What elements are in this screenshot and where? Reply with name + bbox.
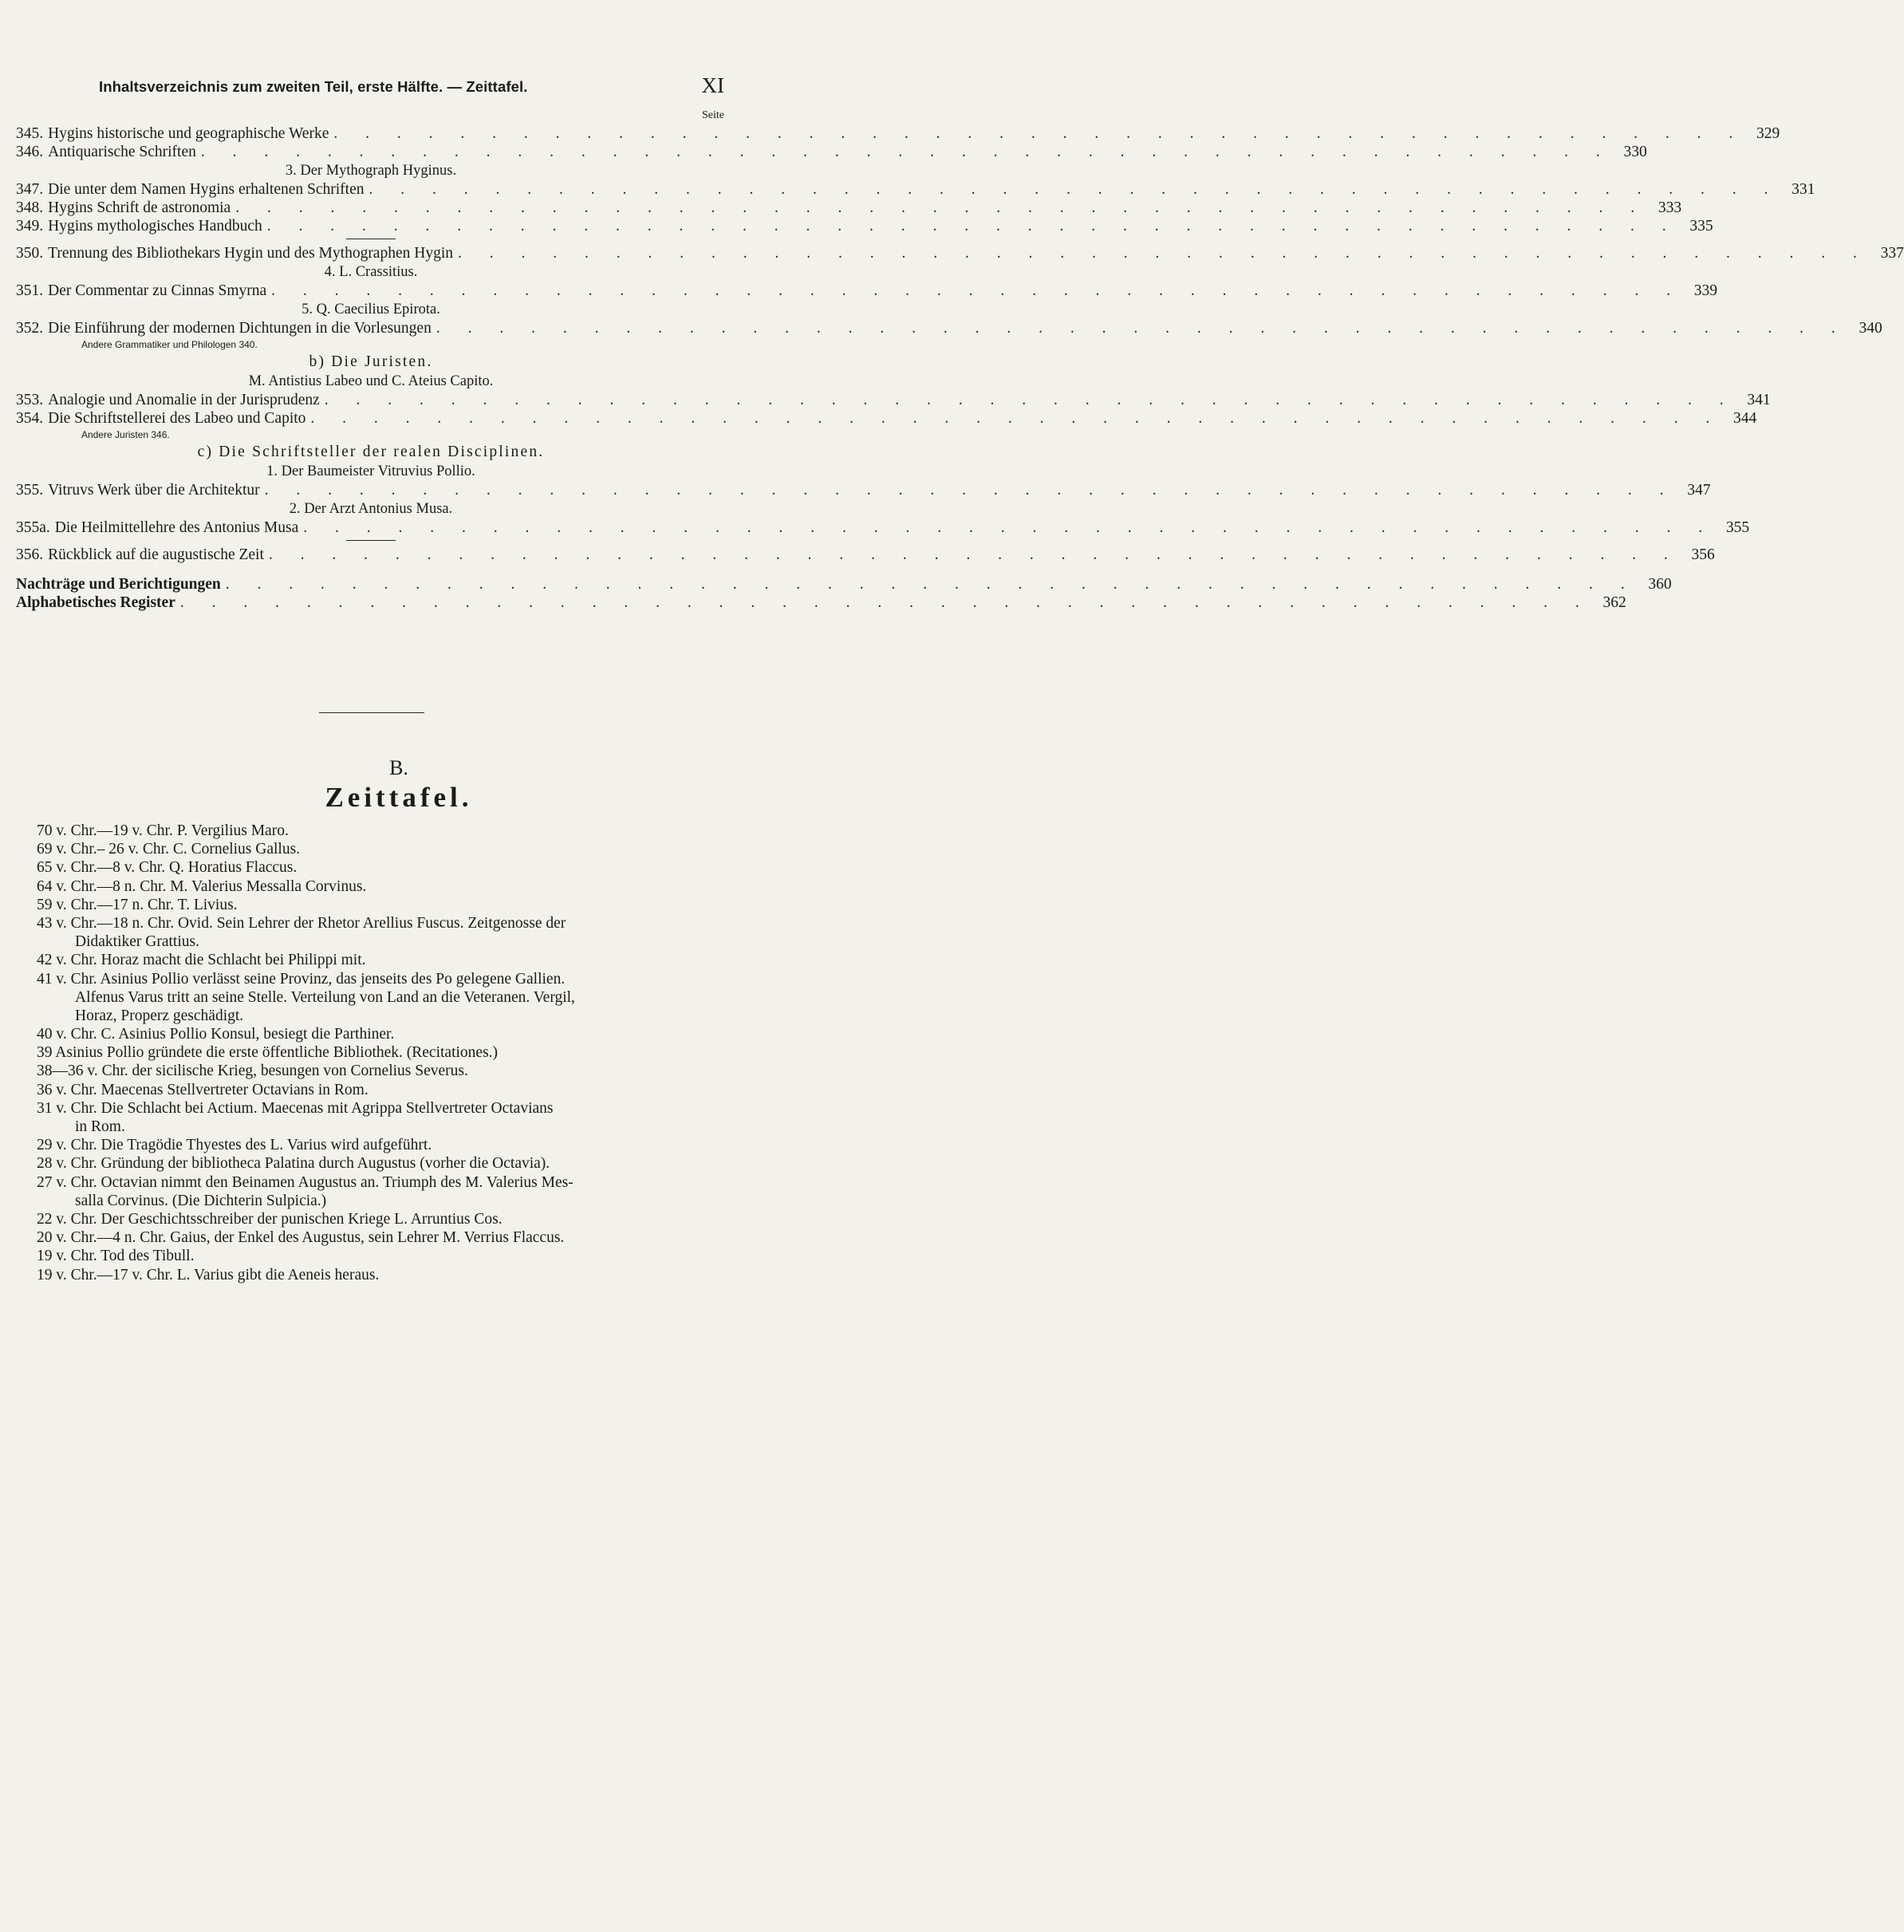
dot-leader: . . . . . . . . . . . . . . . . . . . . . . . . . . . . . . . . . . . . . . . . . . . . .: [266, 218, 1678, 235]
timeline-entry-continuation: Didaktiker Grattius.: [75, 933, 199, 951]
timeline-entry-continuation: Horaz, Properz geschädigt.: [75, 1007, 244, 1024]
toc-subheading: 5. Q. Caecilius Epirota.: [302, 302, 440, 317]
timeline-entry: 59 v. Chr.—17 n. Chr. T. Livius.: [37, 896, 238, 913]
timeline-entry: 43 v. Chr.—18 n. Chr. Ovid. Sein Lehrer der Rhetor Arellius Fuscus. Zeitgenosse der: [37, 914, 566, 932]
toc-entry-page: 337: [1880, 245, 1904, 262]
table-of-contents: [16, 124, 1904, 612]
toc-entry-page: 339: [1693, 282, 1718, 299]
toc-entry-title: Die Schriftstellerei des Labeo und Capito: [48, 410, 306, 427]
toc-entry: [16, 282, 1718, 300]
toc-entry-page: 333: [1658, 199, 1682, 216]
toc-entry: [16, 217, 1713, 235]
toc-entry-title: Alphabetisches Register: [16, 594, 175, 611]
toc-entry-number: 345.: [16, 125, 44, 142]
timeline-entry: 70 v. Chr.—19 v. Chr. P. Vergilius Maro.: [37, 822, 289, 839]
toc-entry-page: 340: [1859, 320, 1882, 337]
dot-leader: . . . . . . . . . . . . . . . . . . . . . . . . . . . . . . . . . . . . . . . . . . . . .: [310, 410, 1722, 427]
page-column-label: Seite: [702, 109, 724, 121]
toc-rule: [346, 540, 396, 541]
running-header: [49, 73, 724, 102]
toc-note: Andere Grammatiker und Philologen 340.: [81, 339, 258, 350]
timeline-entry: 27 v. Chr. Octavian nimmt den Beinamen Augustus an. Triumph des M. Valerius Mes-: [37, 1173, 574, 1191]
toc-entry: [16, 546, 1715, 564]
toc-entry-number: 354.: [16, 410, 44, 427]
toc-entry-number: 348.: [16, 199, 44, 216]
timeline: [37, 822, 729, 1284]
toc-entry-page: 341: [1747, 392, 1771, 408]
dot-leader: . . . . . . . . . . . . . . . . . . . . . . . . . . . . . . . . . . . . . . . . . . . . .: [225, 576, 1637, 593]
toc-entry-page: 344: [1733, 410, 1757, 427]
timeline-entry-continuation: salla Corvinus. (Die Dichterin Sulpicia.): [75, 1192, 327, 1209]
dot-leader: . . . . . . . . . . . . . . . . . . . . . . . . . . . . . . . . . . . . . . . . . . . . .: [264, 482, 1676, 499]
toc-entry-title: Hygins historische und geographische Werke: [48, 125, 329, 142]
timeline-entry: 39 Asinius Pollio gründete die erste öffentliche Bibliothek. (Recitationes.): [37, 1044, 499, 1062]
toc-entry-page: 329: [1756, 125, 1780, 142]
toc-entry-title: Die unter dem Namen Hygins erhaltenen Schriften: [48, 181, 365, 198]
toc-entry-title: Vitruvs Werk über die Architektur: [48, 482, 260, 499]
toc-entry: [16, 124, 1780, 143]
timeline-entry: 64 v. Chr.—8 n. Chr. M. Valerius Messalla Corvinus.: [37, 877, 367, 895]
dot-leader: . . . . . . . . . . . . . . . . . . . . . . . . . . . . . . . . . . . . . . . . . . . . .: [333, 125, 1745, 142]
timeline-entry: 28 v. Chr. Gründung der bibliotheca Palatina durch Augustus (vorher die Octavia).: [37, 1155, 550, 1173]
timeline-entry: 20 v. Chr.—4 n. Chr. Gaius, der Enkel des Augustus, sein Lehrer M. Verrius Flaccus.: [37, 1229, 565, 1247]
timeline-entry-continuation: in Rom.: [75, 1118, 125, 1135]
timeline-entry: 69 v. Chr.– 26 v. Chr. C. Cornelius Gallus.: [37, 841, 301, 858]
timeline-entry: 41 v. Chr. Asinius Pollio verlässt seine Provinz, das jenseits des Po gelegene Gallien.: [37, 970, 566, 988]
toc-note: Andere Juristen 346.: [81, 429, 170, 440]
toc-spacer: [16, 564, 726, 575]
toc-entry: [16, 180, 1815, 199]
toc-entry: [16, 593, 1626, 612]
toc-entry-page: 355: [1725, 519, 1750, 536]
toc-entry-page: 330: [1623, 144, 1647, 160]
toc-entry-number: 351.: [16, 282, 44, 299]
dot-leader: . . . . . . . . . . . . . . . . . . . . . . . . . . . . . . . . . . . . . . . . . . . . .: [436, 320, 1847, 337]
toc-entry-title: Nachträge und Berichtigungen: [16, 576, 221, 593]
toc-entry-number: 356.: [16, 546, 44, 563]
toc-subheading: 1. Der Baumeister Vitruvius Pollio.: [266, 463, 475, 479]
toc-entry-title: Die Einführung der modernen Dichtungen in die Vorlesungen: [48, 320, 432, 337]
toc-entry-page: 347: [1687, 482, 1711, 499]
timeline-entry: 19 v. Chr.—17 v. Chr. L. Varius gibt die Aeneis heraus.: [37, 1266, 380, 1283]
toc-section-heading: c) Die Schriftsteller der realen Disciplinen.: [197, 444, 545, 460]
toc-entry-number: 346.: [16, 144, 44, 160]
timeline-entry: 29 v. Chr. Die Tragödie Thyestes des L. Varius wird aufgeführt.: [37, 1137, 432, 1154]
toc-section-heading: b) Die Juristen.: [309, 353, 433, 370]
toc-entry-title: Hygins mythologisches Handbuch: [48, 218, 262, 235]
timeline-entry-continuation: Alfenus Varus tritt an seine Stelle. Verteilung von Land an die Veteranen. Vergil,: [75, 988, 575, 1006]
toc-entry-title: Antiquarische Schriften: [48, 144, 196, 160]
toc-entry-page: 331: [1792, 181, 1815, 198]
dot-leader: . . . . . . . . . . . . . . . . . . . . . . . . . . . . . . . . . . . . . . . . . . . . .: [268, 546, 1680, 563]
toc-entry: [16, 391, 1771, 409]
timeline-entry: 65 v. Chr.—8 v. Chr. Q. Horatius Flaccus.: [37, 859, 298, 877]
toc-entry-number: 347.: [16, 181, 44, 198]
dot-leader: . . . . . . . . . . . . . . . . . . . . . . . . . . . . . . . . . . . . . . . . . . . . .: [369, 181, 1780, 198]
dot-leader: . . . . . . . . . . . . . . . . . . . . . . . . . . . . . . . . . . . . . . . . . . . . .: [200, 144, 1612, 160]
toc-entry: [16, 319, 1882, 337]
toc-entry: [16, 575, 1672, 593]
toc-entry-number: 352.: [16, 320, 44, 337]
toc-subheading: 2. Der Arzt Antonius Musa.: [289, 501, 453, 517]
timeline-entry: 42 v. Chr. Horaz macht die Schlacht bei Philippi mit.: [37, 952, 366, 969]
toc-entry-number: 349.: [16, 218, 44, 235]
header-title: Inhaltsverzeichnis zum zweiten Teil, erste Hälfte. — Zeittafel.: [99, 78, 528, 95]
timeline-entry: 40 v. Chr. C. Asinius Pollio Konsul, besiegt die Parthiner.: [37, 1026, 395, 1043]
dot-leader: . . . . . . . . . . . . . . . . . . . . . . . . . . . . . . . . . . . . . . . . . . . . .: [324, 392, 1736, 408]
timeline-entry: 38—36 v. Chr. der sicilische Krieg, besungen von Cornelius Severus.: [37, 1063, 468, 1080]
toc-entry-title: Rückblick auf die augustische Zeit: [48, 546, 264, 563]
timeline-entry: 19 v. Chr. Tod des Tibull.: [37, 1248, 195, 1265]
section-title: Zeittafel.: [325, 782, 473, 813]
toc-subheading: 3. Der Mythograph Hyginus.: [285, 163, 457, 179]
toc-entry-title: Hygins Schrift de astronomia: [48, 199, 231, 216]
section-divider: [319, 712, 424, 713]
toc-entry-page: 356: [1691, 546, 1715, 563]
toc-entry-title: Die Heilmittellehre des Antonius Musa: [54, 519, 299, 536]
toc-entry-page: 335: [1689, 218, 1713, 235]
dot-leader: . . . . . . . . . . . . . . . . . . . . . . . . . . . . . . . . . . . . . . . . . . . . .: [271, 282, 1683, 299]
header-page-number: XI: [701, 73, 724, 97]
toc-entry: [16, 199, 1682, 217]
toc-entry: [16, 143, 1647, 161]
toc-entry-page: 362: [1602, 594, 1626, 611]
toc-entry-title: Analogie und Anomalie in der Jurisprudenz: [48, 392, 320, 408]
section-label: B.: [389, 756, 408, 779]
toc-entry-number: 355.: [16, 482, 44, 499]
dot-leader: . . . . . . . . . . . . . . . . . . . . . . . . . . . . . . . . . . . . . . . . . . . . .: [179, 594, 1591, 611]
toc-entry-title: Der Commentar zu Cinnas Smyrna: [48, 282, 267, 299]
toc-entry: [16, 518, 1750, 537]
toc-entry-page: 360: [1648, 576, 1672, 593]
toc-entry-number: 353.: [16, 392, 44, 408]
timeline-entry: 22 v. Chr. Der Geschichtsschreiber der punischen Kriege L. Arruntius Cos.: [37, 1210, 503, 1228]
timeline-entry: 31 v. Chr. Die Schlacht bei Actium. Maecenas mit Agrippa Stellvertreter Octavians: [37, 1099, 554, 1117]
dot-leader: . . . . . . . . . . . . . . . . . . . . . . . . . . . . . . . . . . . . . . . . . . . . .: [303, 519, 1715, 536]
toc-entry: [16, 481, 1711, 499]
toc-entry-number: 355a.: [16, 519, 50, 536]
toc-subheading: 4. L. Crassitius.: [324, 264, 418, 280]
timeline-entry: 36 v. Chr. Maecenas Stellvertreter Octavians in Rom.: [37, 1081, 369, 1098]
dot-leader: . . . . . . . . . . . . . . . . . . . . . . . . . . . . . . . . . . . . . . . . . . . . .: [458, 245, 1869, 262]
toc-entry-title: Trennung des Bibliothekars Hygin und des Mythographen Hygin: [48, 245, 453, 262]
toc-subheading: M. Antistius Labeo und C. Ateius Capito.: [248, 373, 494, 389]
toc-entry-number: 350.: [16, 245, 44, 262]
toc-entry: [16, 244, 1904, 262]
toc-entry: [16, 409, 1757, 428]
dot-leader: . . . . . . . . . . . . . . . . . . . . . . . . . . . . . . . . . . . . . . . . . . . . .: [235, 199, 1647, 216]
